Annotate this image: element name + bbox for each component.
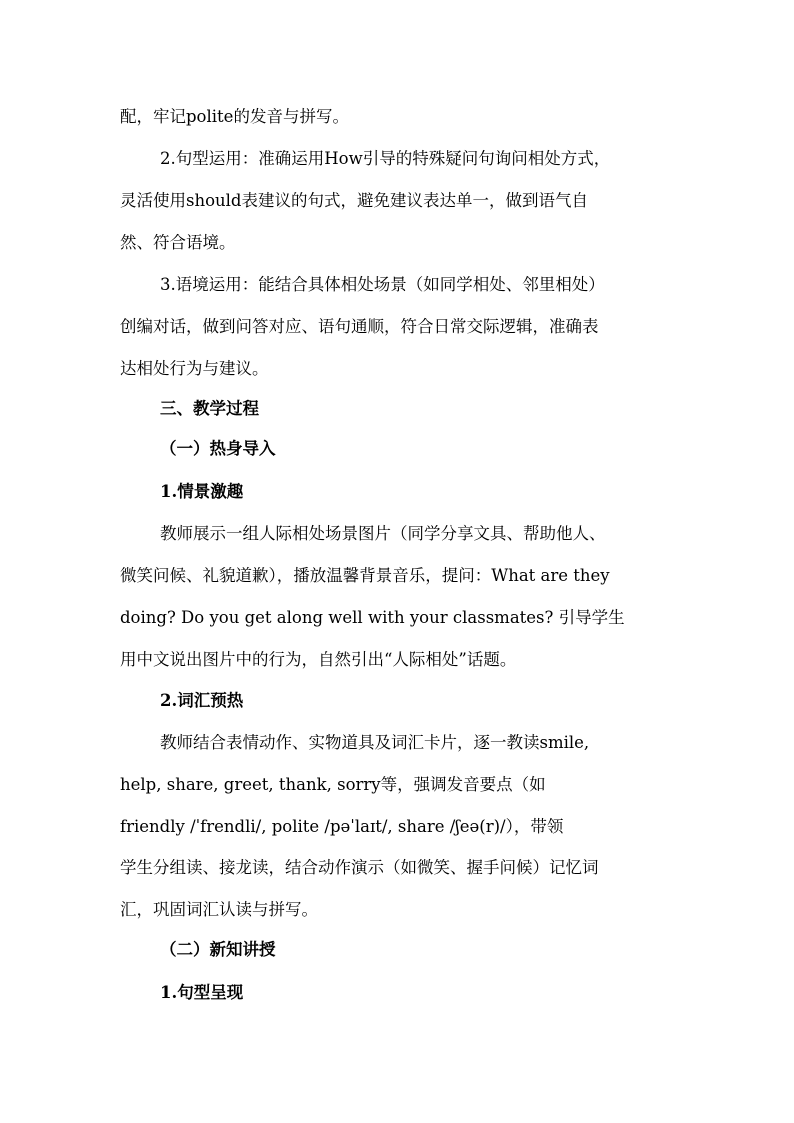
subsection-heading: （一）热身导入 [160,439,276,458]
item-heading: 2.词汇预热 [160,691,244,710]
paragraph-line: 配，牢记polite的发音与拼写。 [120,107,349,126]
paragraph-line: help, share, greet, thank, sorry等，强调发音要点（如 [120,775,546,794]
paragraph-line: 教师展示一组人际相处场景图片（同学分享文具、帮助他人、 [160,524,606,543]
paragraph-line: 汇，巩固词汇认读与拼写。 [120,900,318,919]
paragraph-line: 微笑问候、礼貌道歉），播放温馨背景音乐，提问：What are they [120,566,610,585]
paragraph-line: 然、符合语境。 [120,233,236,252]
paragraph-line: doing? Do you get along well with your classmates? 引导学生 [120,608,625,627]
paragraph-line: 学生分组读、接龙读，结合动作演示（如微笑、握手问候）记忆词 [120,858,599,877]
paragraph-line: 创编对话，做到问答对应、语句通顺，符合日常交际逻辑，准确表 [120,317,599,336]
item-heading: 1.情景激趣 [160,482,244,501]
paragraph-line: 教师结合表情动作、实物道具及词汇卡片，逐一教读smile, [160,733,590,752]
paragraph-line: 用中文说出图片中的行为，自然引出“人际相处”话题。 [120,650,517,669]
paragraph-line: 灵活使用should表建议的句式，避免建议表达单一，做到语气自 [120,191,588,210]
subsection-heading: （二）新知讲授 [160,940,276,959]
paragraph-line: friendly /ˈfrendli/, polite /pəˈlaɪt/, share /ʃeə(r)/），带领 [120,817,564,836]
paragraph-line: 3.语境运用：能结合具体相处场景（如同学相处、邻里相处） [160,275,605,294]
paragraph-line: 达相处行为与建议。 [120,359,269,378]
item-heading: 1.句型呈现 [160,983,244,1002]
section-heading: 三、教学过程 [160,399,259,418]
paragraph-line: 2.句型运用：准确运用How引导的特殊疑问句询问相处方式， [160,149,611,168]
